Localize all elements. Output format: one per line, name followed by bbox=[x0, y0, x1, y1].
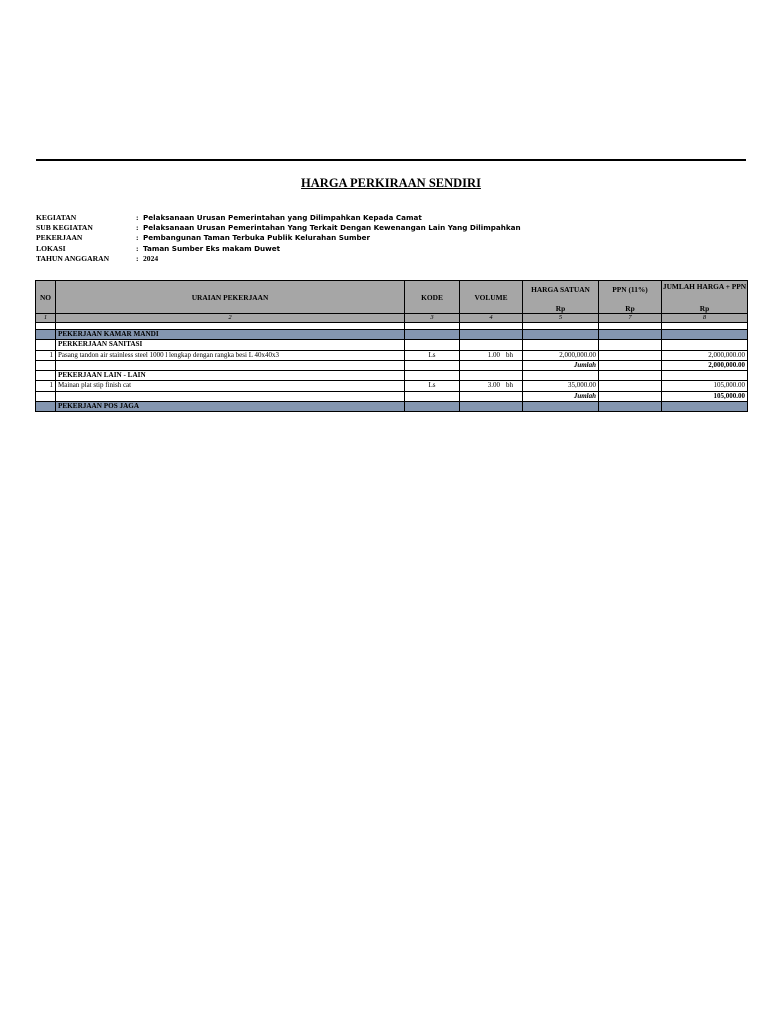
meta-value: Taman Sumber Eks makam Duwet bbox=[143, 243, 281, 253]
col-number: 3 bbox=[405, 314, 460, 323]
subtotal-label: Jumlah bbox=[523, 391, 599, 401]
header-unit: Rp bbox=[699, 304, 710, 313]
header-label: HARGA SATUAN bbox=[531, 285, 590, 294]
project-info bbox=[36, 213, 746, 264]
section-title: PEKERJAAN KAMAR MANDI bbox=[56, 330, 405, 340]
header-unit: Rp bbox=[625, 304, 635, 313]
item-harga-satuan: 35,000.00 bbox=[523, 381, 599, 391]
meta-colon: : bbox=[136, 213, 139, 222]
col-number: 7 bbox=[599, 314, 662, 323]
header-ppn bbox=[599, 281, 662, 314]
meta-value: Pembangunan Taman Terbuka Publik Kelurahan Sumber bbox=[143, 233, 371, 243]
item-jumlah: 2,000,000.00 bbox=[662, 350, 748, 360]
volume-unit: bh bbox=[506, 381, 513, 390]
meta-colon: : bbox=[136, 243, 139, 253]
header-volume: VOLUME bbox=[460, 281, 523, 314]
top-rule bbox=[36, 159, 746, 161]
section-row bbox=[36, 330, 748, 340]
col-number: 4 bbox=[460, 314, 523, 323]
subsection-title: PEKERJAAN LAIN - LAIN bbox=[56, 371, 405, 381]
header-no: NO bbox=[36, 281, 56, 314]
col-number: 1 bbox=[36, 314, 56, 323]
header-label: JUMLAH HARGA + PPN bbox=[662, 282, 747, 291]
col-number: 5 bbox=[523, 314, 599, 323]
header-harga-satuan bbox=[523, 281, 599, 314]
header-unit: Rp bbox=[555, 304, 566, 313]
volume-value: 1.00 bbox=[487, 350, 500, 359]
item-kode: Ls bbox=[405, 350, 460, 360]
subsection-row bbox=[36, 340, 748, 350]
subtotal-row bbox=[36, 391, 748, 401]
item-volume bbox=[460, 381, 523, 391]
meta-value: Pelaksanaan Urusan Pemerintahan Yang Terkait Dengan Kewenangan Lain Yang Dilimpahkan bbox=[143, 223, 521, 233]
header-uraian: URAIAN PEKERJAAN bbox=[56, 281, 405, 314]
subtotal-label: Jumlah bbox=[523, 360, 599, 370]
meta-label: KEGIATAN bbox=[36, 213, 77, 222]
document-title: HARGA PERKIRAAN SENDIRI bbox=[301, 176, 481, 190]
header-label: PPN (11%) bbox=[612, 285, 648, 294]
meta-label: LOKASI bbox=[36, 243, 66, 253]
table-row bbox=[36, 350, 748, 360]
meta-colon: : bbox=[136, 223, 139, 233]
section-title: PEKERJAAN POS JAGA bbox=[56, 402, 405, 412]
subtotal-value: 105,000.00 bbox=[662, 391, 748, 401]
meta-label: PEKERJAAN bbox=[36, 233, 83, 243]
section-row bbox=[36, 402, 748, 412]
meta-pekerjaan bbox=[36, 233, 746, 243]
meta-label: SUB KEGIATAN bbox=[36, 223, 93, 233]
spacer-row bbox=[36, 323, 748, 330]
meta-colon: : bbox=[136, 253, 139, 263]
volume-value: 3.00 bbox=[487, 381, 500, 390]
header-jumlah bbox=[662, 281, 748, 314]
subsection-title: PERKERJAAN SANITASI bbox=[56, 340, 405, 350]
col-number: 2 bbox=[56, 314, 405, 323]
meta-value: Pelaksanaan Urusan Pemerintahan yang Dilimpahkan Kepada Camat bbox=[143, 213, 422, 222]
meta-value: 2024 bbox=[143, 253, 159, 263]
volume-unit: bh bbox=[506, 350, 513, 359]
item-no: 1 bbox=[36, 350, 56, 360]
item-ppn bbox=[599, 381, 662, 391]
col-number: 8 bbox=[662, 314, 748, 323]
item-desc: Pasang tandon air stainless steel 1000 l lengkap dengan rangka besi L 40x40x3 bbox=[56, 350, 405, 360]
item-kode: Ls bbox=[405, 381, 460, 391]
item-desc: Mainan plat stip finish cat bbox=[56, 381, 405, 391]
item-jumlah: 105,000.00 bbox=[662, 381, 748, 391]
item-no: 1 bbox=[36, 381, 56, 391]
cost-estimate-table bbox=[35, 280, 748, 412]
header-kode: KODE bbox=[405, 281, 460, 314]
meta-kegiatan bbox=[36, 213, 746, 223]
item-volume bbox=[460, 350, 523, 360]
subtotal-value: 2,000,000.00 bbox=[662, 360, 748, 370]
column-number-row bbox=[36, 314, 748, 323]
meta-label: TAHUN ANGGARAN bbox=[36, 253, 110, 263]
meta-sub-kegiatan bbox=[36, 223, 746, 233]
item-ppn bbox=[599, 350, 662, 360]
subtotal-row bbox=[36, 360, 748, 370]
subsection-row bbox=[36, 371, 748, 381]
table-row bbox=[36, 381, 748, 391]
item-harga-satuan: 2,000,000.00 bbox=[523, 350, 599, 360]
table-header-row bbox=[36, 281, 748, 314]
meta-lokasi bbox=[36, 244, 746, 254]
meta-tahun-anggaran bbox=[36, 254, 746, 264]
meta-colon: : bbox=[136, 233, 139, 243]
